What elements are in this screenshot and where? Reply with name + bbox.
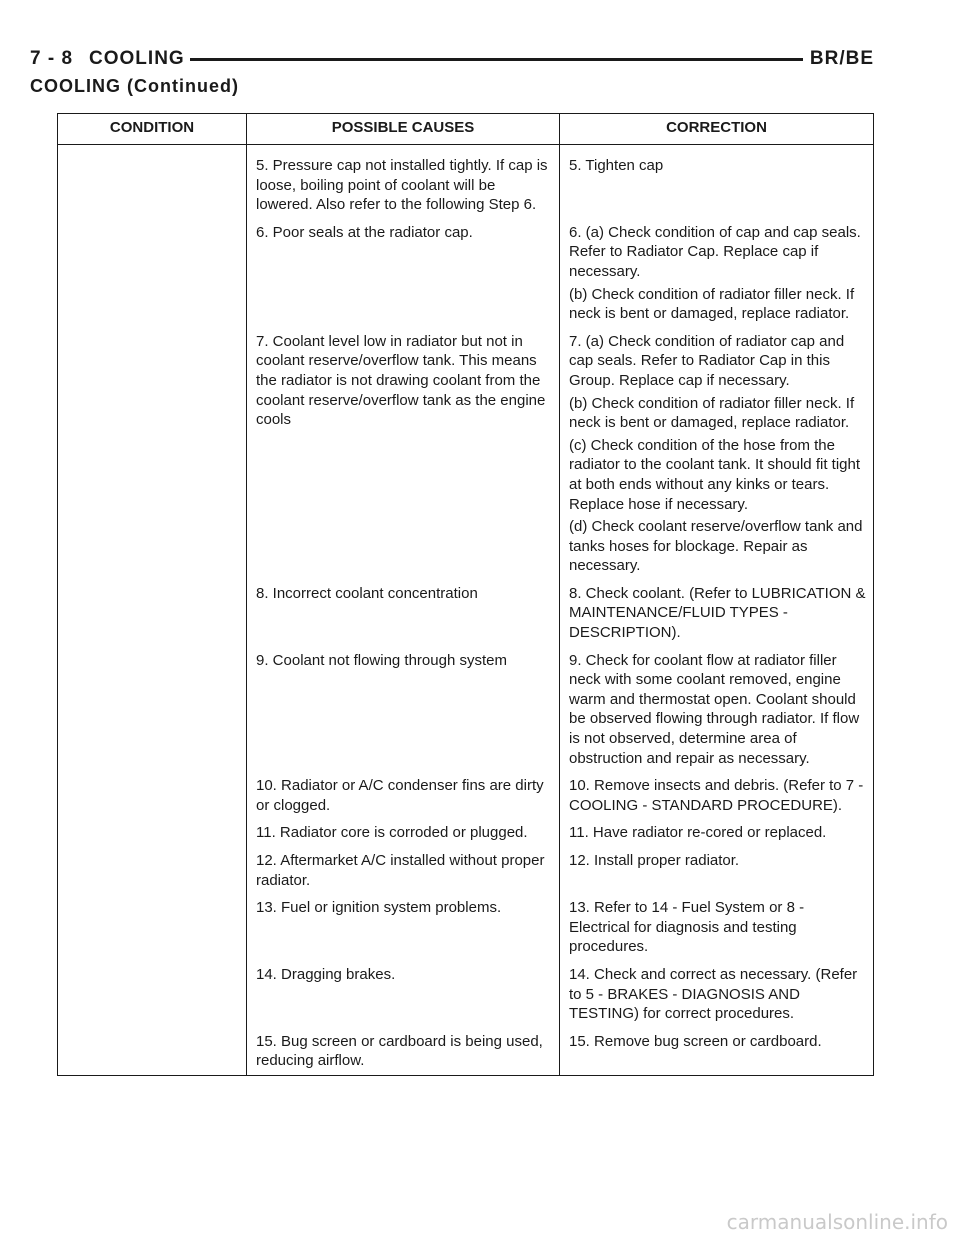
diagnosis-table — [57, 113, 874, 1076]
possible-cause-text: 6. Poor seals at the radiator cap. — [256, 223, 473, 241]
correction-text: (d) Check coolant reserve/overflow tank and tanks hoses for blockage. Repair as necessary. — [569, 518, 863, 575]
correction-text: 15. Remove bug screen or cardboard. — [569, 1032, 822, 1050]
correction-text: (c) Check condition of the hose from the radiator to the coolant tank. It should fit tight at both ends without any kinks or tears. Replace hose if necessary. — [569, 436, 861, 513]
table-row — [58, 1028, 874, 1076]
cause-cell — [247, 219, 560, 328]
condition-cell — [58, 847, 247, 894]
possible-cause-text: 12. Aftermarket A/C installed without proper radiator. — [256, 852, 545, 889]
table-header-row — [58, 114, 874, 145]
possible-cause-text: 10. Radiator or A/C condenser fins are dirty or clogged. — [256, 777, 544, 814]
possible-cause-text: 7. Coolant level low in radiator but not in coolant reserve/overflow tank. This means the radiator is not drawing coolant from the coolant reserve/overflow tank as the engine cools — [256, 332, 546, 429]
page-header — [30, 44, 874, 74]
watermark: carmanualsonline.info — [726, 1210, 948, 1234]
model-code: BR/BE — [809, 48, 874, 69]
correction-cell — [560, 647, 874, 773]
condition-cell — [58, 145, 247, 219]
correction-text: 11. Have radiator re-cored or replaced. — [569, 824, 827, 842]
correction-text: (b) Check condition of radiator filler neck. If neck is bent or damaged, replace radiator. — [569, 394, 855, 432]
condition-cell — [58, 772, 247, 819]
possible-cause-text: 14. Dragging brakes. — [256, 965, 396, 983]
table-row — [58, 219, 874, 328]
possible-cause-text: 5. Pressure cap not installed tightly. If cap is loose, boiling point of coolant will be lowered. Also refer to the following Step 6. — [256, 157, 548, 214]
correction-cell — [560, 580, 874, 647]
correction-cell — [560, 1028, 874, 1076]
cause-cell — [247, 894, 560, 961]
table-row — [58, 580, 874, 647]
correction-cell — [560, 328, 874, 580]
condition-cell — [58, 819, 247, 847]
correction-cell — [560, 894, 874, 961]
correction-cell — [560, 219, 874, 328]
table-row — [58, 847, 874, 894]
table-row — [58, 647, 874, 773]
column-header-possible-causes: POSSIBLE CAUSES — [247, 114, 560, 145]
correction-text: 8. Check coolant. (Refer to LUBRICATION & MAINTENANCE/FLUID TYPES - DESCRIPTION). — [569, 584, 866, 642]
correction-text: 7. (a) Check condition of radiator cap and cap seals. Refer to Radiator Cap in this Group. Replace cap if necessary. — [569, 332, 845, 389]
correction-text: 6. (a) Check condition of cap and cap seals. Refer to Radiator Cap. Replace cap if necessary. — [569, 223, 861, 280]
table-row — [58, 328, 874, 580]
correction-text: 9. Check for coolant flow at radiator filler neck with some coolant removed, engine warm and thermostat open. Coolant should be observed flowing through radiator. If flow is not observed, determine area of obstruction and repair as necessary. — [569, 651, 860, 767]
possible-cause-text: 15. Bug screen or cardboard is being used, reducing airflow. — [256, 1032, 543, 1070]
correction-text: 13. Refer to 14 - Fuel System or 8 - Electrical for diagnosis and testing procedures. — [569, 899, 805, 956]
cause-cell — [247, 328, 560, 580]
correction-cell — [560, 847, 874, 894]
condition-cell — [58, 1028, 247, 1076]
condition-cell — [58, 580, 247, 647]
table-row — [58, 961, 874, 1028]
cause-cell — [247, 1028, 560, 1076]
correction-text: 14. Check and correct as necessary. (Refer to 5 - BRAKES - DIAGNOSIS AND TESTING) for correct procedures. — [569, 965, 858, 1023]
correction-cell — [560, 961, 874, 1028]
cause-cell — [247, 819, 560, 847]
header-rule — [190, 58, 803, 61]
condition-cell — [58, 961, 247, 1028]
cause-cell — [247, 847, 560, 894]
condition-cell — [58, 647, 247, 773]
cause-cell — [247, 580, 560, 647]
table-row — [58, 894, 874, 961]
possible-cause-text: 11. Radiator core is corroded or plugged. — [256, 824, 528, 842]
page-title: COOLING (Continued) — [30, 76, 239, 96]
table-row — [58, 145, 874, 219]
possible-cause-text: 8. Incorrect coolant concentration — [256, 584, 478, 602]
possible-cause-text: 9. Coolant not flowing through system — [256, 651, 507, 669]
column-header-correction: CORRECTION — [560, 114, 874, 145]
correction-text: 5. Tighten cap — [569, 157, 664, 174]
correction-text: 10. Remove insects and debris. (Refer to 7 - COOLING - STANDARD PROCEDURE). — [569, 777, 864, 814]
table-body — [58, 145, 874, 1076]
condition-cell — [58, 328, 247, 580]
section-title: COOLING — [89, 48, 185, 69]
possible-cause-text: 13. Fuel or ignition system problems. — [256, 899, 502, 917]
cause-cell — [247, 772, 560, 819]
cause-cell — [247, 145, 560, 219]
cause-cell — [247, 647, 560, 773]
correction-cell — [560, 145, 874, 219]
condition-cell — [58, 894, 247, 961]
correction-text: 12. Install proper radiator. — [569, 852, 740, 869]
cause-cell — [247, 961, 560, 1028]
correction-text: (b) Check condition of radiator filler neck. If neck is bent or damaged, replace radiator. — [569, 285, 855, 323]
column-header-condition: CONDITION — [58, 114, 247, 145]
table-row — [58, 819, 874, 847]
page-number: 7 - 8 — [30, 48, 74, 69]
correction-cell — [560, 819, 874, 847]
correction-cell — [560, 772, 874, 819]
table-row — [58, 772, 874, 819]
condition-cell — [58, 219, 247, 328]
